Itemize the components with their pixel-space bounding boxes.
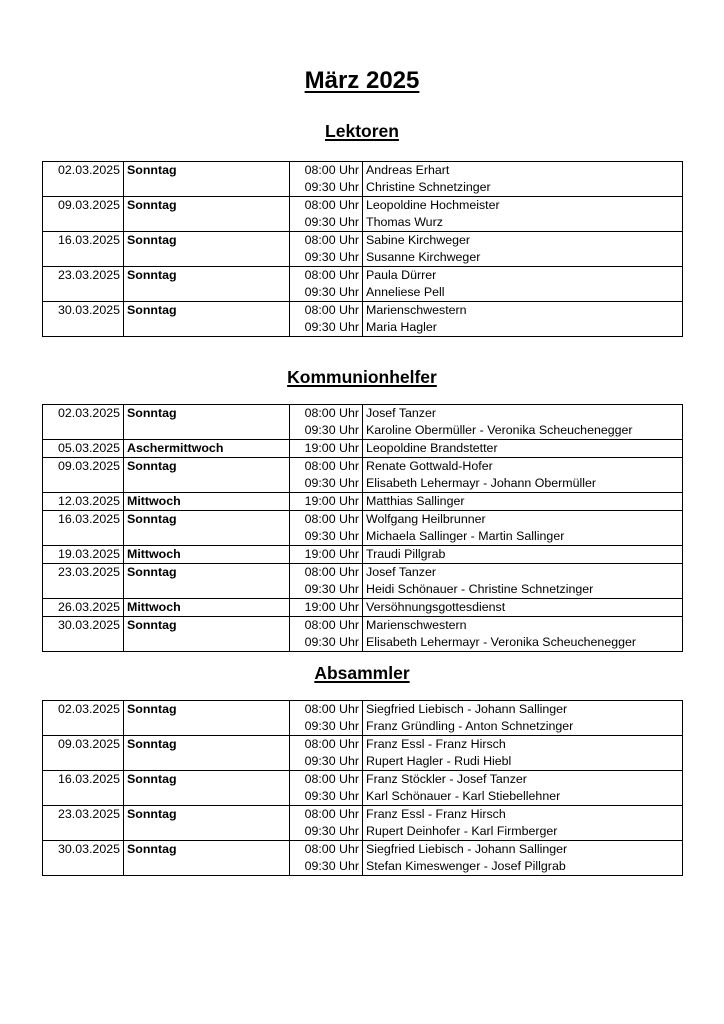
- time-cell: 08:00 Uhr: [290, 771, 363, 789]
- date-cell: 09.03.2025: [43, 736, 124, 754]
- table-row: [43, 405, 683, 423]
- date-cell: [43, 788, 124, 806]
- names-cell: Karoline Obermüller - Veronika Scheuchenegger: [363, 422, 683, 440]
- date-cell: [43, 475, 124, 493]
- table-row: [43, 701, 683, 719]
- weekday-cell: [124, 858, 290, 876]
- date-cell: 16.03.2025: [43, 771, 124, 789]
- time-cell: 19:00 Uhr: [290, 440, 363, 458]
- time-cell: 19:00 Uhr: [290, 599, 363, 617]
- table-row: [43, 493, 683, 511]
- table-row: [43, 806, 683, 824]
- names-cell: Elisabeth Lehermayr - Veronika Scheuchenegger: [363, 634, 683, 652]
- date-cell: [43, 823, 124, 841]
- date-cell: [43, 249, 124, 267]
- date-cell: 02.03.2025: [43, 162, 124, 180]
- table-row: [43, 736, 683, 754]
- names-cell: Siegfried Liebisch - Johann Sallinger: [363, 701, 683, 719]
- weekday-cell: Sonntag: [124, 736, 290, 754]
- weekday-cell: [124, 634, 290, 652]
- weekday-cell: Sonntag: [124, 267, 290, 285]
- date-cell: 16.03.2025: [43, 511, 124, 529]
- date-cell: [43, 718, 124, 736]
- date-cell: [43, 319, 124, 337]
- table-row: [43, 841, 683, 859]
- section-title-kommunionhelfer: Kommunionhelfer: [287, 367, 437, 387]
- weekday-cell: Sonntag: [124, 302, 290, 320]
- names-cell: Susanne Kirchweger: [363, 249, 683, 267]
- schedule-table-lektoren: [42, 161, 683, 337]
- time-cell: 09:30 Uhr: [290, 475, 363, 493]
- weekday-cell: Sonntag: [124, 806, 290, 824]
- date-cell: 30.03.2025: [43, 617, 124, 635]
- table-row: [43, 788, 683, 806]
- time-cell: 09:30 Uhr: [290, 528, 363, 546]
- time-cell: 09:30 Uhr: [290, 319, 363, 337]
- names-cell: Rupert Hagler - Rudi Hiebl: [363, 753, 683, 771]
- names-cell: Siegfried Liebisch - Johann Sallinger: [363, 841, 683, 859]
- weekday-cell: [124, 823, 290, 841]
- date-cell: [43, 214, 124, 232]
- time-cell: 09:30 Uhr: [290, 634, 363, 652]
- time-cell: 09:30 Uhr: [290, 718, 363, 736]
- weekday-cell: Sonntag: [124, 771, 290, 789]
- date-cell: 23.03.2025: [43, 564, 124, 582]
- names-cell: Renate Gottwald-Hofer: [363, 458, 683, 476]
- table-row: [43, 422, 683, 440]
- time-cell: 08:00 Uhr: [290, 511, 363, 529]
- names-cell: Karl Schönauer - Karl Stiebellehner: [363, 788, 683, 806]
- date-cell: 23.03.2025: [43, 806, 124, 824]
- date-cell: [43, 581, 124, 599]
- names-cell: Leopoldine Hochmeister: [363, 197, 683, 215]
- weekday-cell: Aschermittwoch: [124, 440, 290, 458]
- section-title-absammler: Absammler: [314, 663, 410, 683]
- time-cell: 09:30 Uhr: [290, 823, 363, 841]
- names-cell: Versöhnungsgottesdienst: [363, 599, 683, 617]
- time-cell: 08:00 Uhr: [290, 736, 363, 754]
- names-cell: Wolfgang Heilbrunner: [363, 511, 683, 529]
- date-cell: [43, 179, 124, 197]
- time-cell: 19:00 Uhr: [290, 546, 363, 564]
- weekday-cell: Sonntag: [124, 162, 290, 180]
- date-cell: 02.03.2025: [43, 405, 124, 423]
- names-cell: Thomas Wurz: [363, 214, 683, 232]
- weekday-cell: Mittwoch: [124, 599, 290, 617]
- names-cell: Michaela Sallinger - Martin Sallinger: [363, 528, 683, 546]
- date-cell: 19.03.2025: [43, 546, 124, 564]
- date-cell: 09.03.2025: [43, 197, 124, 215]
- date-cell: 26.03.2025: [43, 599, 124, 617]
- table-row: [43, 458, 683, 476]
- names-cell: Franz Essl - Franz Hirsch: [363, 736, 683, 754]
- weekday-cell: Sonntag: [124, 564, 290, 582]
- weekday-cell: [124, 475, 290, 493]
- schedule-table-kommunionhelfer: [42, 404, 683, 652]
- table-row: [43, 284, 683, 302]
- date-cell: 23.03.2025: [43, 267, 124, 285]
- page-title: März 2025: [304, 67, 420, 94]
- weekday-cell: [124, 179, 290, 197]
- table-row: [43, 617, 683, 635]
- table-row: [43, 546, 683, 564]
- time-cell: 08:00 Uhr: [290, 197, 363, 215]
- time-cell: 08:00 Uhr: [290, 841, 363, 859]
- table-row: [43, 179, 683, 197]
- date-cell: 12.03.2025: [43, 493, 124, 511]
- table-row: [43, 232, 683, 250]
- table-row: [43, 302, 683, 320]
- weekday-cell: Sonntag: [124, 232, 290, 250]
- time-cell: 09:30 Uhr: [290, 249, 363, 267]
- weekday-cell: [124, 214, 290, 232]
- weekday-cell: [124, 249, 290, 267]
- names-cell: Maria Hagler: [363, 319, 683, 337]
- table-row: [43, 823, 683, 841]
- table-row: [43, 197, 683, 215]
- weekday-cell: Sonntag: [124, 511, 290, 529]
- names-cell: Andreas Erhart: [363, 162, 683, 180]
- names-cell: Paula Dürrer: [363, 267, 683, 285]
- names-cell: Traudi Pillgrab: [363, 546, 683, 564]
- section-title-lektoren: Lektoren: [325, 121, 399, 141]
- table-row: [43, 440, 683, 458]
- table-row: [43, 564, 683, 582]
- weekday-cell: Sonntag: [124, 617, 290, 635]
- names-cell: Stefan Kimeswenger - Josef Pillgrab: [363, 858, 683, 876]
- names-cell: Heidi Schönauer - Christine Schnetzinger: [363, 581, 683, 599]
- date-cell: [43, 753, 124, 771]
- time-cell: 08:00 Uhr: [290, 232, 363, 250]
- weekday-cell: [124, 753, 290, 771]
- time-cell: 08:00 Uhr: [290, 806, 363, 824]
- weekday-cell: Sonntag: [124, 458, 290, 476]
- table-row: [43, 858, 683, 876]
- table-row: [43, 581, 683, 599]
- table-row: [43, 634, 683, 652]
- table-row: [43, 718, 683, 736]
- weekday-cell: [124, 528, 290, 546]
- table-row: [43, 162, 683, 180]
- date-cell: 30.03.2025: [43, 841, 124, 859]
- table-row: [43, 214, 683, 232]
- weekday-cell: Sonntag: [124, 405, 290, 423]
- schedule-table-absammler: [42, 700, 683, 876]
- date-cell: 16.03.2025: [43, 232, 124, 250]
- weekday-cell: Sonntag: [124, 197, 290, 215]
- table-row: [43, 267, 683, 285]
- time-cell: 09:30 Uhr: [290, 214, 363, 232]
- time-cell: 08:00 Uhr: [290, 617, 363, 635]
- time-cell: 09:30 Uhr: [290, 788, 363, 806]
- time-cell: 08:00 Uhr: [290, 267, 363, 285]
- names-cell: Matthias Sallinger: [363, 493, 683, 511]
- date-cell: 09.03.2025: [43, 458, 124, 476]
- date-cell: [43, 528, 124, 546]
- time-cell: 08:00 Uhr: [290, 162, 363, 180]
- table-row: [43, 771, 683, 789]
- weekday-cell: [124, 284, 290, 302]
- names-cell: Josef Tanzer: [363, 405, 683, 423]
- weekday-cell: [124, 319, 290, 337]
- names-cell: Franz Essl - Franz Hirsch: [363, 806, 683, 824]
- date-cell: [43, 858, 124, 876]
- time-cell: 08:00 Uhr: [290, 564, 363, 582]
- weekday-cell: [124, 718, 290, 736]
- table-row: [43, 753, 683, 771]
- time-cell: 09:30 Uhr: [290, 581, 363, 599]
- names-cell: Elisabeth Lehermayr - Johann Obermüller: [363, 475, 683, 493]
- names-cell: Marienschwestern: [363, 302, 683, 320]
- time-cell: 09:30 Uhr: [290, 179, 363, 197]
- names-cell: Marienschwestern: [363, 617, 683, 635]
- date-cell: 05.03.2025: [43, 440, 124, 458]
- names-cell: Franz Stöckler - Josef Tanzer: [363, 771, 683, 789]
- date-cell: [43, 634, 124, 652]
- table-row: [43, 319, 683, 337]
- weekday-cell: Mittwoch: [124, 546, 290, 564]
- names-cell: Anneliese Pell: [363, 284, 683, 302]
- names-cell: Leopoldine Brandstetter: [363, 440, 683, 458]
- names-cell: Josef Tanzer: [363, 564, 683, 582]
- table-row: [43, 511, 683, 529]
- time-cell: 08:00 Uhr: [290, 458, 363, 476]
- names-cell: Sabine Kirchweger: [363, 232, 683, 250]
- names-cell: Christine Schnetzinger: [363, 179, 683, 197]
- weekday-cell: [124, 422, 290, 440]
- time-cell: 09:30 Uhr: [290, 858, 363, 876]
- time-cell: 19:00 Uhr: [290, 493, 363, 511]
- time-cell: 09:30 Uhr: [290, 753, 363, 771]
- weekday-cell: [124, 788, 290, 806]
- names-cell: Franz Gründling - Anton Schnetzinger: [363, 718, 683, 736]
- weekday-cell: Mittwoch: [124, 493, 290, 511]
- weekday-cell: Sonntag: [124, 841, 290, 859]
- date-cell: [43, 284, 124, 302]
- table-row: [43, 475, 683, 493]
- date-cell: 02.03.2025: [43, 701, 124, 719]
- time-cell: 09:30 Uhr: [290, 284, 363, 302]
- date-cell: 30.03.2025: [43, 302, 124, 320]
- time-cell: 09:30 Uhr: [290, 422, 363, 440]
- weekday-cell: [124, 581, 290, 599]
- time-cell: 08:00 Uhr: [290, 405, 363, 423]
- weekday-cell: Sonntag: [124, 701, 290, 719]
- names-cell: Rupert Deinhofer - Karl Firmberger: [363, 823, 683, 841]
- time-cell: 08:00 Uhr: [290, 302, 363, 320]
- time-cell: 08:00 Uhr: [290, 701, 363, 719]
- table-row: [43, 528, 683, 546]
- table-row: [43, 249, 683, 267]
- table-row: [43, 599, 683, 617]
- date-cell: [43, 422, 124, 440]
